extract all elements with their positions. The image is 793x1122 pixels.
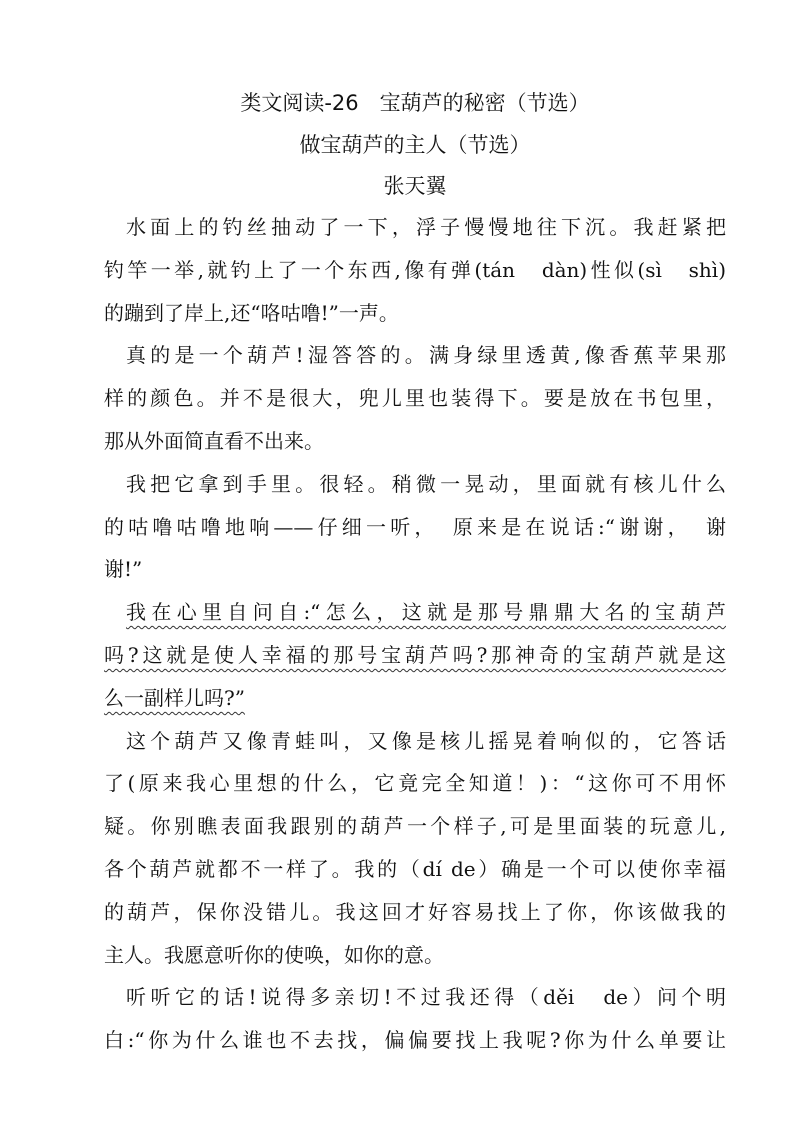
line-text: 白:“你为什么谁也不去找，偏偏要找上我呢?你为什么单要让 [104,1028,726,1053]
text-line [104,1019,726,1062]
line-text: 的葫芦，保你没错儿。我这回才好容易找上了你，你该做我的 [104,899,726,924]
text-line [104,805,726,848]
document-title: 类文阅读-26 宝葫芦的秘密（节选） [240,91,590,115]
text-line [104,249,726,292]
text-line [104,463,726,506]
line-text: 听听它的话!说得多亲切!不过我还得（děi de）问个明 [126,985,726,1010]
text-line [104,591,726,634]
line-text: 各个葫芦就都不一样了。我的（dí de）确是一个可以使你幸福 [104,856,726,881]
underlined-text: 我在心里自问自:“怎么，这就是那号鼎鼎大名的宝葫芦 [126,600,726,625]
line-text: 真的是一个葫芦!湿答答的。满身绿里透黄,像香蕉苹果那 [126,343,726,368]
line-text: 样的颜色。并不是很大，兜儿里也装得下。要是放在书包里， [104,386,726,411]
text-line [104,677,726,720]
line-text: 了(原来我心里想的什么，它竟完全知道！)：“这你可不用怀 [104,771,726,796]
line-text: 的蹦到了岸上,还“咯咕噜!”一声。 [104,300,399,325]
line-text: 这个葫芦又像青蛙叫，又像是核儿摇晃着响似的，它答话 [126,728,726,753]
underlined-text: 么一副样儿吗?” [104,685,245,710]
text-line [104,420,726,463]
line-text: 的咕噜咕噜地响——仔细一听， 原来是在说话:“谢谢， 谢 [104,514,726,539]
text-line [104,506,726,549]
line-text: 我把它拿到手里。很轻。稍微一晃动，里面就有核儿什么 [126,471,726,496]
line-text: 钓竿一举,就钓上了一个东西,像有弹(tán dàn)性似(sì shì) [104,257,726,282]
text-line [104,976,726,1019]
text-line [104,206,726,249]
text-line [104,634,726,677]
author-name: 张天翼 [383,174,447,198]
line-text: 水面上的钓丝抽动了一下，浮子慢慢地往下沉。我赶紧把 [126,215,726,239]
line-text: 那从外面简直看不出来。 [104,428,324,453]
document-page [104,82,726,1062]
text-line [104,934,726,977]
text-line [104,720,726,763]
text-line [104,548,726,591]
underlined-text: 吗?这就是使人幸福的那号宝葫芦吗?那神奇的宝葫芦就是这 [104,642,726,667]
line-text: 疑。你别瞧表面我跟别的葫芦一个样子,可是里面装的玩意儿, [104,814,726,839]
document-subtitle: 做宝葫芦的主人（节选） [299,133,531,157]
text-line [104,848,726,891]
line-text: 谢!” [104,557,143,582]
line-text: 主人。我愿意听你的使唤，如你的意。 [104,942,444,967]
text-line [104,334,726,377]
text-line [104,377,726,420]
text-line [104,292,726,335]
text-line [104,891,726,934]
text-line [104,762,726,805]
article-body [104,206,726,1062]
